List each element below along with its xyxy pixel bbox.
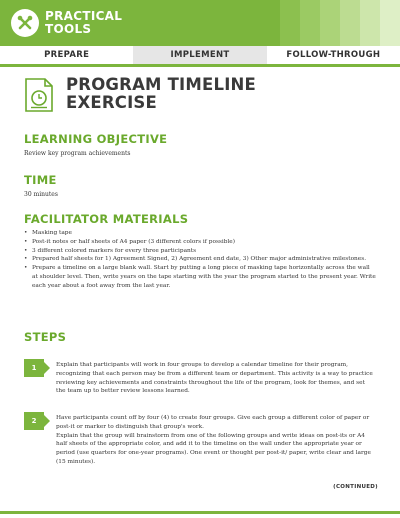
objective-text: Review key program achievements <box>24 150 131 157</box>
steps-heading: STEPS <box>24 330 67 344</box>
brand-name-line2: TOOLS <box>45 22 92 36</box>
tab-prepare[interactable]: PREPARE <box>44 50 90 60</box>
color-band <box>300 0 320 46</box>
list-item: • Post-it notes or half sheets of A4 paper (3 different colors if possible) <box>24 238 376 247</box>
list-item: • Prepared half sheets for 1) Agreement Signed, 2) Agreement end date, 3) Other major administrative milestones. <box>24 255 376 264</box>
page-title <box>66 76 256 112</box>
step-number-badge: 2 <box>24 412 44 430</box>
step-number-badge: 1 <box>24 359 44 377</box>
color-band <box>340 0 360 46</box>
brand-name <box>45 10 122 36</box>
calendar-clock-icon <box>24 78 54 112</box>
color-band <box>360 0 380 46</box>
step-2-line2: Explain that the group will brainstorm from one of the following groups and write ideas on post-its or A4 half sheets of the appropriate color, and add it to the timeline on the wall under the appropriate year or period (use quarters for one-year programs). One event or thought per post-it/ paper, write clear and large (15 minutes). <box>56 432 371 465</box>
color-band <box>380 0 400 46</box>
page-title-line1: PROGRAM TIMELINE <box>66 75 257 94</box>
brand-name-line1: PRACTICAL <box>45 9 123 23</box>
header-bar <box>0 0 400 46</box>
list-item: • Masking tape <box>24 229 376 238</box>
materials-heading: FACILITATOR MATERIALS <box>24 212 189 226</box>
step-1-text: Explain that participants will work in four groups to develop a calendar timeline for their program, recognizing that each person may be from a different team or department. This activity is a way to practice reviewing key achievements and constraints throughout the life of the program, look for themes, and set the team up to better review lessons learned. <box>56 362 373 395</box>
phase-nav <box>0 46 400 64</box>
materials-list <box>24 229 376 291</box>
list-item: • Prepare a timeline on a large blank wall. Start by putting a long piece of masking tape horizontally across the wall at shoulder level. Then, write years on the tape starting with the year the program started to the present year. Write each year about a foot away from the last year. <box>24 264 376 290</box>
nav-divider <box>0 64 400 67</box>
objective-heading: LEARNING OBJECTIVE <box>24 132 168 146</box>
list-item: • 3 different colored markers for every three participants <box>24 247 376 256</box>
tab-implement[interactable]: IMPLEMENT <box>133 46 266 64</box>
color-band <box>320 0 340 46</box>
page-title-line2: EXERCISE <box>66 93 157 112</box>
step-2-line1: Have participants count off by four (4) to create four groups. Give each group a different color of paper or post-it or marker to distinguish that group's work. <box>56 415 370 430</box>
brand-logo[interactable] <box>11 9 122 37</box>
tools-icon <box>11 9 39 37</box>
header-color-bands <box>280 0 400 46</box>
time-heading: TIME <box>24 173 57 187</box>
step-2-text <box>56 414 376 467</box>
continued-label: (CONTINUED) <box>333 484 378 490</box>
time-text: 30 minutes <box>24 191 58 198</box>
tab-follow-through[interactable]: FOLLOW-THROUGH <box>286 50 381 60</box>
footer-divider <box>0 511 400 514</box>
color-band <box>280 0 300 46</box>
